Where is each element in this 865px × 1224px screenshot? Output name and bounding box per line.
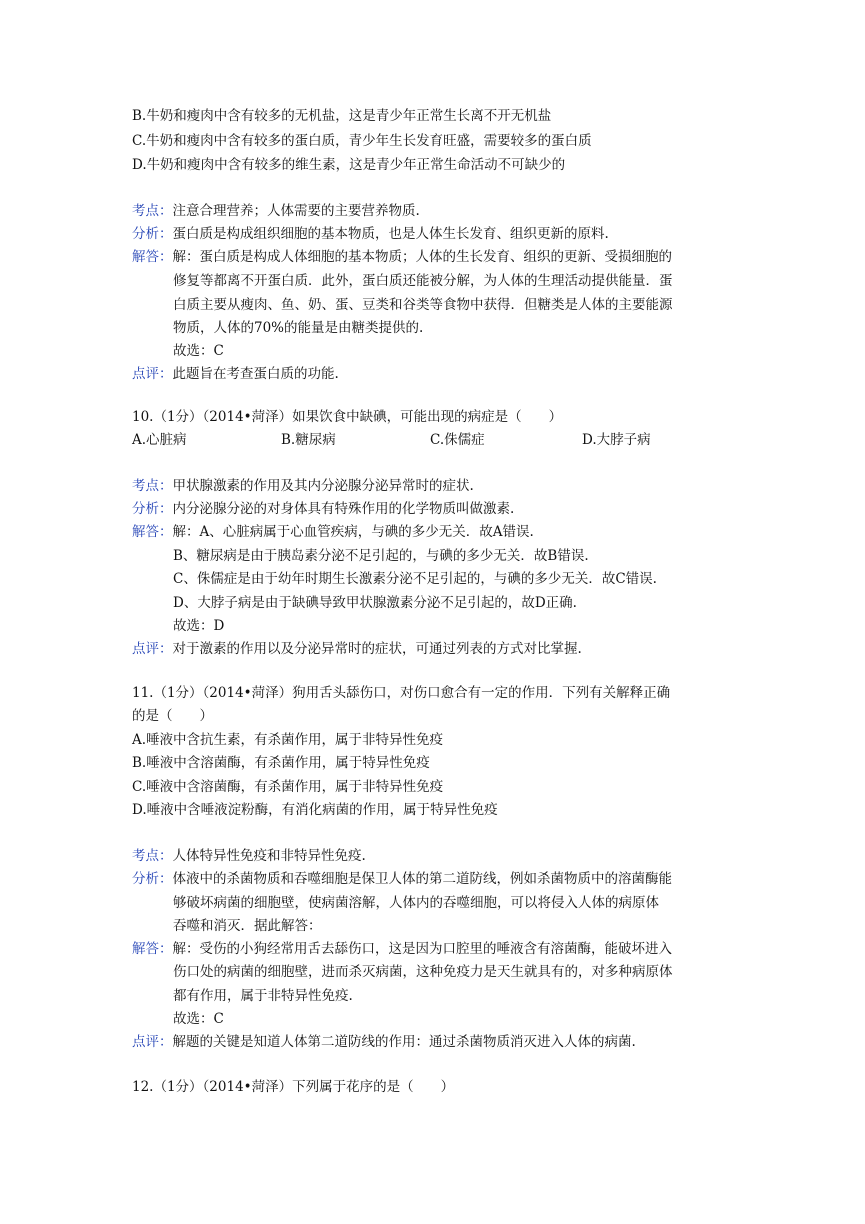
q10-jieda-line: B、糖尿病是由于胰岛素分泌不足引起的，与碘的多少无关．故B错误. (173, 548, 589, 564)
q10-fenxi: 分析：内分泌腺分泌的对身体具有特殊作用的化学物质叫做激素. (132, 501, 515, 517)
q12-question: 12.（1分）（2014•菏泽）下列属于花序的是（ ） (132, 1079, 455, 1095)
q9-jieda-line: 物质，人体的70%的能量是由糖类提供的. (173, 320, 424, 336)
kaodian-label: 考点： (132, 478, 173, 494)
q11-jieda: 解答：解：受伤的小狗经常用舌去舔伤口，这是因为口腔里的唾液含有溶菌酶，能破坏进入 (132, 941, 672, 957)
q10-option-c: C.侏儒症 (430, 432, 485, 448)
q9-jieda: 解答：解：蛋白质是构成人体细胞的基本物质；人体的生长发育、组织的更新、受损细胞的 (132, 249, 672, 265)
q9-jieda-line: 白质主要从瘦肉、鱼、奶、蛋、豆类和谷类等食物中获得．但糖类是人体的主要能源 (173, 297, 673, 313)
q11-fenxi: 分析：体液中的杀菌物质和吞噬细胞是保卫人体的第二道防线，例如杀菌物质中的溶菌酶能 (132, 871, 672, 887)
q10-jieda-line: 故选：D (173, 618, 225, 634)
q10-kaodian: 考点：甲状腺激素的作用及其内分泌腺分泌异常时的症状. (132, 478, 474, 494)
jieda-label: 解答： (132, 941, 173, 957)
q10-option-a: A.心脏病 (132, 432, 187, 448)
q11-jieda-line: 伤口处的病菌的细胞壁，进而杀灭病菌，这种免疫力是天生就具有的，对多种病原体 (173, 964, 673, 980)
fenxi-label: 分析： (132, 226, 173, 242)
q9-option-b: B.牛奶和瘦肉中含有较多的无机盐，这是青少年正常生长离不开无机盐 (132, 108, 552, 124)
q10-dianping: 点评：对于激素的作用以及分泌异常时的症状，可通过列表的方式对比掌握. (132, 641, 582, 657)
q11-option-c: C.唾液中含溶菌酶，有杀菌作用，属于非特异性免疫 (132, 779, 444, 795)
q11-dianping: 点评：解题的关键是知道人体第二道防线的作用：通过杀菌物质消灭进入人体的病菌. (132, 1034, 636, 1050)
kaodian-label: 考点： (132, 203, 173, 219)
fenxi-label: 分析： (132, 871, 173, 887)
dianping-label: 点评： (132, 366, 173, 382)
q10-jieda: 解答：解：A、心脏病属于心血管疾病，与碘的多少无关．故A错误. (132, 524, 534, 540)
q10-question: 10.（1分）（2014•菏泽）如果饮食中缺碘，可能出现的病症是（ ） (132, 409, 563, 425)
q11-jieda-line: 故选：C (173, 1011, 224, 1027)
q9-option-c: C.牛奶和瘦肉中含有较多的蛋白质，青少年生长发育旺盛，需要较多的蛋白质 (132, 133, 592, 149)
q10-jieda-line: D、大脖子病是由于缺碘导致甲状腺激素分泌不足引起的，故D正确. (173, 595, 577, 611)
q11-question-cont: 的是（ ） (132, 708, 213, 724)
q9-option-d: D.牛奶和瘦肉中含有较多的维生素，这是青少年正常生命活动不可缺少的 (132, 157, 566, 173)
q11-jieda-line: 都有作用，属于非特异性免疫. (173, 988, 353, 1004)
q10-option-d: D.大脖子病 (582, 432, 651, 448)
q9-kaodian: 考点：注意合理营养；人体需要的主要营养物质. (132, 203, 420, 219)
q9-dianping: 点评：此题旨在考查蛋白质的功能. (132, 366, 339, 382)
q11-fenxi-line: 够破坏病菌的细胞壁，使病菌溶解，人体内的吞噬细胞，可以将侵入人体的病原体 (173, 895, 659, 911)
q11-option-b: B.唾液中含溶菌酶，有杀菌作用，属于特异性免疫 (132, 755, 430, 771)
jieda-label: 解答： (132, 524, 173, 540)
q9-jieda-line: 修复等都离不开蛋白质．此外，蛋白质还能被分解，为人体的生理活动提供能量．蛋 (173, 273, 673, 289)
q9-jieda-line: 故选：C (173, 343, 224, 359)
q11-option-a: A.唾液中含抗生素，有杀菌作用，属于非特异性免疫 (132, 732, 444, 748)
kaodian-label: 考点： (132, 848, 173, 864)
q10-option-b: B.糖尿病 (281, 432, 336, 448)
q11-fenxi-line: 吞噬和消灭．据此解答： (173, 918, 322, 934)
q11-kaodian: 考点：人体特异性免疫和非特异性免疫. (132, 848, 366, 864)
q9-fenxi: 分析：蛋白质是构成组织细胞的基本物质，也是人体生长发育、组织更新的原料. (132, 226, 609, 242)
dianping-label: 点评： (132, 1034, 173, 1050)
q10-jieda-line: C、侏儒症是由于幼年时期生长激素分泌不足引起的，与碘的多少无关．故C错误. (173, 571, 657, 587)
jieda-label: 解答： (132, 249, 173, 265)
q11-option-d: D.唾液中含唾液淀粉酶，有消化病菌的作用，属于特异性免疫 (132, 802, 498, 818)
q11-question: 11.（1分）（2014•菏泽）狗用舌头舔伤口，对伤口愈合有一定的作用．下列有关解释正确 (132, 685, 671, 701)
dianping-label: 点评： (132, 641, 173, 657)
fenxi-label: 分析： (132, 501, 173, 517)
